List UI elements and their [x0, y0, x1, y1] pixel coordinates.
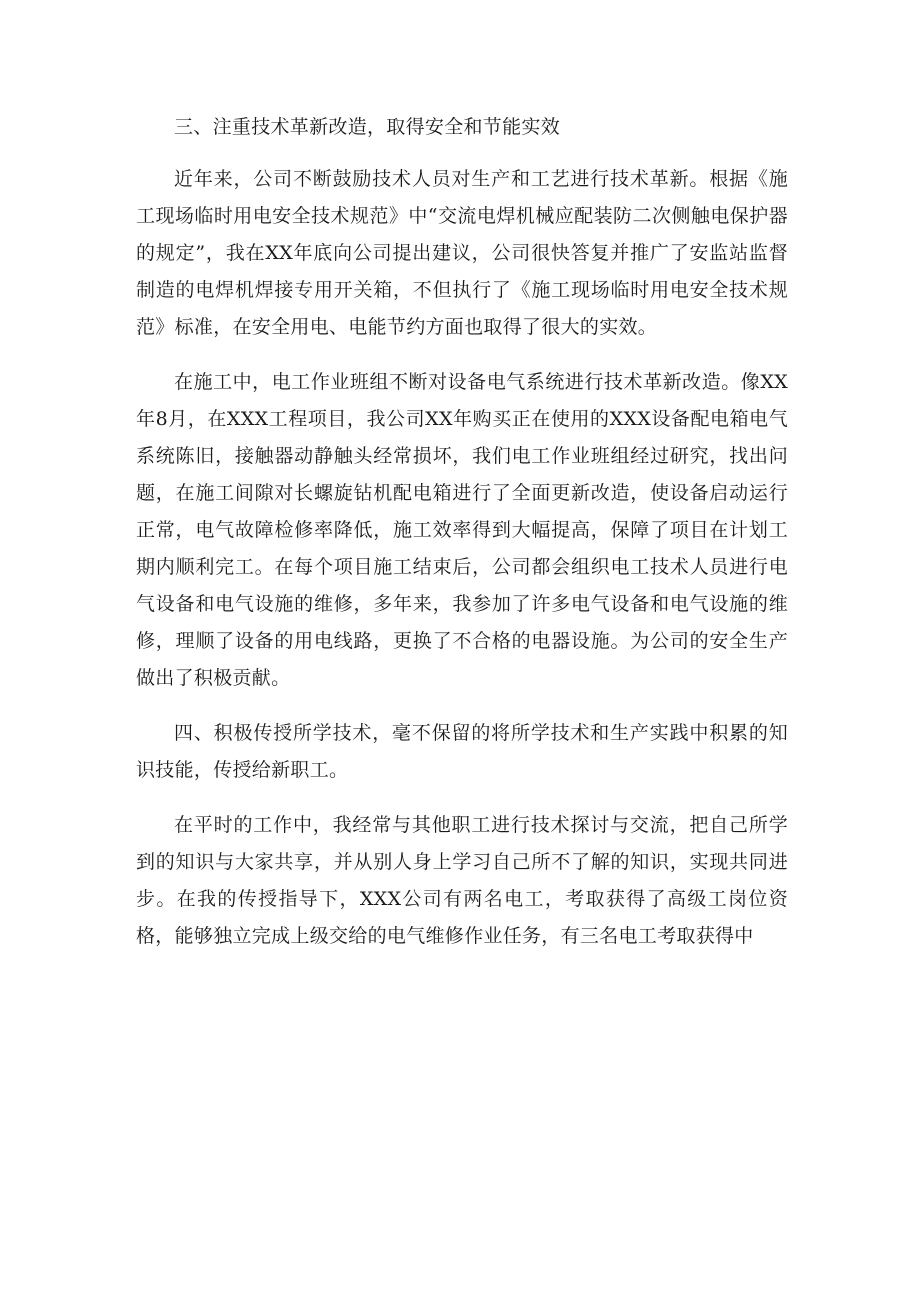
section-heading-3: 三、注重技术革新改造，取得安全和节能实效: [174, 116, 561, 138]
paragraph-knowledge-sharing: 在平时的工作中，我经常与其他职工进行技术探讨与交流，把自己所学到的知识与大家共享，并从别人身上学习自己所不了解的知识，实现共同进步。在我的传授指导下，XXX公司有两名电工，考取获得了高级工岗位资格，能够独立完成上级交给的电气维修作业任务，有三名电工考取获得中: [136, 814, 788, 947]
paragraph-tech-innovation: 近年来，公司不断鼓励技术人员对生产和工艺进行技术革新。根据《施工现场临时用电安全技术规范》中“交流电焊机械应配装防二次侧触电保护器的规定”，我在XX年底向公司提出建议，公司很快答复并推广了安监站监督制造的电焊机焊接专用开关箱，不但执行了《施工现场临时用电安全技术规范》标准，在安全用电、电能节约方面也取得了很大的实效。: [136, 168, 788, 338]
document-body: [136, 109, 788, 973]
section-heading-4: 四、积极传授所学技术，毫不保留的将所学技术和生产实践中积累的知识技能，传授给新职工。: [136, 722, 788, 781]
paragraph-electrical-renovation: 在施工中，电工作业班组不断对设备电气系统进行技术革新改造。像XX年8月，在XXX工程项目，我公司XX年购买正在使用的XXX设备配电箱电气系统陈旧，接触器动静触头经常损坏，我们电工作业班组经过研究，找出问题，在施工间隙对长螺旋钻机配电箱进行了全面更新改造，使设备启动运行正常，电气故障检修率降低，施工效率得到大幅提高，保障了项目在计划工期内顺利完工。在每个项目施工结束后，公司都会组织电工技术人员进行电气设备和电气设施的维修，多年来，我参加了许多电气设备和电气设施的维修，理顺了设备的用电线路，更换了不合格的电器设施。为公司的安全生产做出了积极贡献。: [136, 371, 788, 689]
